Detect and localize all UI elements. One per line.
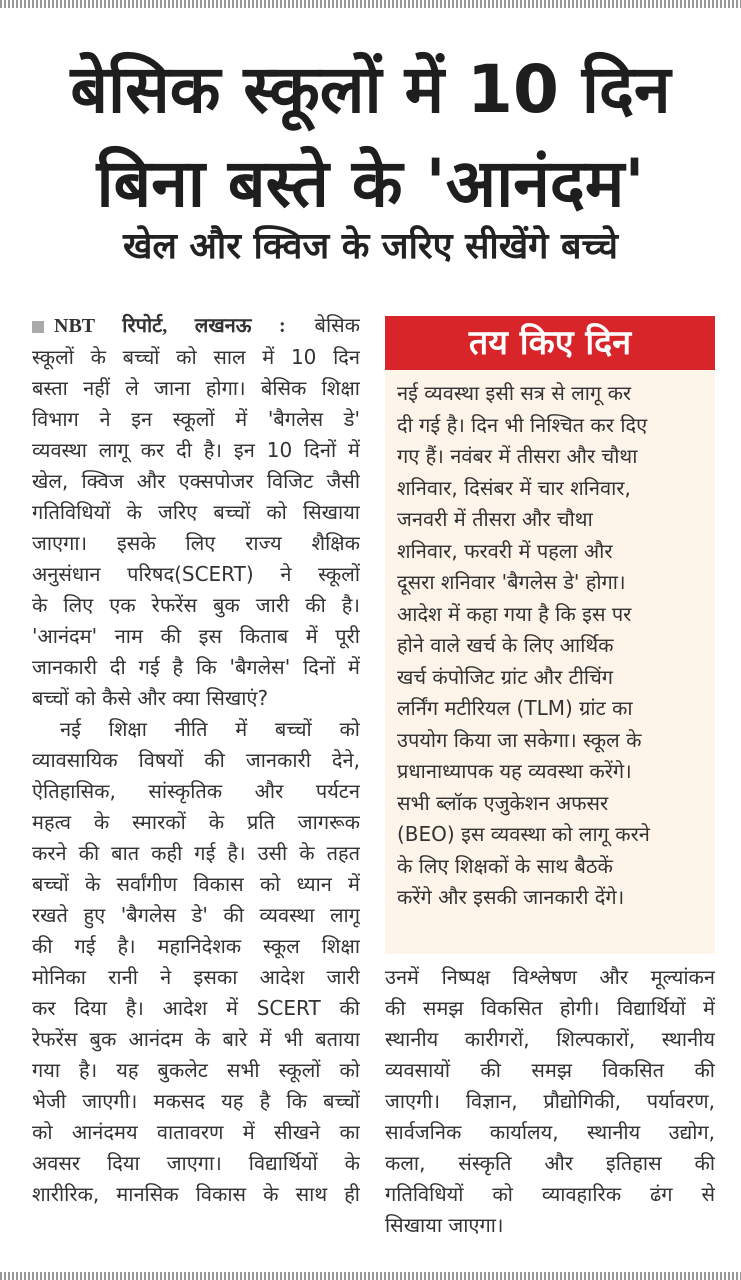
article-line: दूसरा शनिवार 'बैगलेस डे' होगा। (397, 570, 626, 594)
article-line: सिखाया जाएगा। (385, 1213, 504, 1237)
article-line: गतिविधियों को व्यावहारिक ढंग से (385, 1182, 715, 1206)
article-line: शनिवार, दिसंबर में चार शनिवार, (397, 475, 631, 500)
article-line: नई व्यवस्था इसी सत्र से लागू कर (397, 381, 632, 405)
article-line: (BEO) इस व्यवस्था को लागू करने (397, 822, 650, 846)
article-line: खर्च कंपोजिट ग्रांट और टीचिंग (397, 664, 614, 689)
article-line: की गई है। महानिदेशक स्कूल शिक्षा (32, 934, 360, 958)
article-line: सभी ब्लॉक एजुकेशन अफसर (397, 790, 609, 815)
article-line: की समझ विकसित होगी। विद्यार्थियों में (385, 996, 715, 1020)
article-line: बच्चों को कैसे और क्या सिखाएं? (32, 686, 269, 710)
article-line: के लिए एक रेफरेंस बुक जारी की है। (32, 593, 360, 617)
article-line: होने वाले खर्च के लिए आर्थिक (397, 633, 614, 657)
left-column (32, 310, 360, 1210)
box-text (397, 378, 703, 914)
article-line: करने की बात कही गई है। उसी के तहत (32, 841, 360, 865)
article-line: के लिए शिक्षकों के साथ बैठकें (397, 853, 613, 878)
article-line: कला, संस्कृति और इतिहास की (385, 1151, 715, 1175)
sidebar-box-fixed-days (385, 316, 715, 954)
article-line: जाएगा। इसके लिए राज्य शैक्षिक (32, 531, 360, 555)
headline-line-1: बेसिक स्कूलों में 10 दिन (70, 51, 671, 128)
article-line: मोनिका रानी ने इसका आदेश जारी (32, 965, 360, 989)
article-line: उनमें निष्पक्ष विश्लेषण और मूल्यांकन (385, 965, 715, 989)
article-line: शनिवार, फरवरी में पहला और (397, 538, 613, 563)
article-line: कर दिया है। आदेश में SCERT की (32, 996, 360, 1020)
article-line: सार्वजनिक कार्यालय, स्थानीय उद्योग, (385, 1120, 715, 1144)
box-title: तय किए दिन (385, 316, 715, 370)
article-line (32, 310, 360, 342)
article-line: नई शिक्षा नीति में बच्चों को (60, 717, 360, 741)
clipping-top-edge (0, 0, 741, 8)
article-line: अनुसंधान परिषद(SCERT) ने स्कूलों (32, 562, 360, 586)
article-line: जनवरी में तीसरा और चौथा (397, 507, 593, 531)
article-line: विभाग ने इन स्कूलों में 'बैगलेस डे' (32, 407, 360, 431)
article-line: व्यवसायों की समझ विकसित की (385, 1058, 715, 1082)
bullet-icon (32, 321, 44, 333)
headline-line-2: बिना बस्ते के 'आनंदम' (96, 145, 645, 222)
article-line: खेल, क्विज और एक्सपोजर विजिट जैसी (32, 469, 360, 493)
article-line: आदेश में कहा गया है कि इस पर (397, 601, 632, 626)
article-line: स्थानीय कारीगरों, शिल्पकारों, स्थानीय (385, 1027, 715, 1051)
article-line: व्यावसायिक विषयों की जानकारी देने, (32, 748, 360, 772)
article-line: बच्चों के सर्वांगीण विकास को ध्यान में (32, 872, 360, 896)
article-line: गया है। यह बुकलेट सभी स्कूलों को (32, 1058, 360, 1082)
article-line: बस्ता नहीं ले जाना होगा। बेसिक शिक्षा (32, 376, 360, 400)
article-line: रेफरेंस बुक आनंदम के बारे में भी बताया (32, 1027, 360, 1051)
article-line: गतिविधियों के जरिए बच्चों को सिखाया (32, 500, 360, 524)
article-line: 'आनंदम' नाम की इस किताब में पूरी (32, 624, 360, 648)
article-line: ऐतिहासिक, सांस्कृतिक और पर्यटन (32, 779, 360, 803)
article-line: अवसर दिया जाएगा। विद्यार्थियों के (32, 1151, 360, 1175)
article-line: गए हैं। नवंबर में तीसरा और चौथा (397, 444, 638, 468)
article-line: प्रधानाध्यापक यह व्यवस्था करेंगे। (397, 759, 632, 783)
article-line: लर्निंग मटीरियल (TLM) ग्रांट का (397, 696, 633, 720)
article-line: जानकारी दी गई है कि 'बैगलेस' दिनों में (32, 655, 360, 679)
article-line: को आनंदमय वातावरण में सीखने का (32, 1120, 360, 1144)
article-line: भेजी जाएगी। मकसद यह है कि बच्चों (32, 1089, 360, 1113)
article-line: उपयोग किया जा सकेगा। स्कूल के (397, 727, 642, 752)
article-line: करेंगे और इसकी जानकारी देंगे। (397, 885, 625, 909)
article-line: व्यवस्था लागू कर दी है। इन 10 दिनों में (32, 438, 360, 462)
clipping-bottom-edge (0, 1272, 741, 1280)
article-line: स्कूलों के बच्चों को साल में 10 दिन (32, 345, 360, 369)
article-text: बेसिक (314, 313, 360, 337)
dateline: NBT रिपोर्ट, लखनऊ : (54, 315, 286, 337)
article-line: शारीरिक, मानसिक विकास के साथ ही (32, 1182, 360, 1206)
article-line: रखते हुए 'बैगलेस डे' की व्यवस्था लागू (32, 903, 360, 927)
right-column (385, 962, 715, 1241)
article-line: दी गई है। दिन भी निश्चित कर दिए (397, 412, 648, 437)
article-line: जाएगी। विज्ञान, प्रौद्योगिकी, पर्यावरण, (385, 1089, 715, 1113)
article-line: महत्व के स्मारकों के प्रति जागरूक (32, 810, 360, 834)
subheading: खेल और क्विज के जरिए सीखेंगे बच्चे (123, 226, 618, 267)
